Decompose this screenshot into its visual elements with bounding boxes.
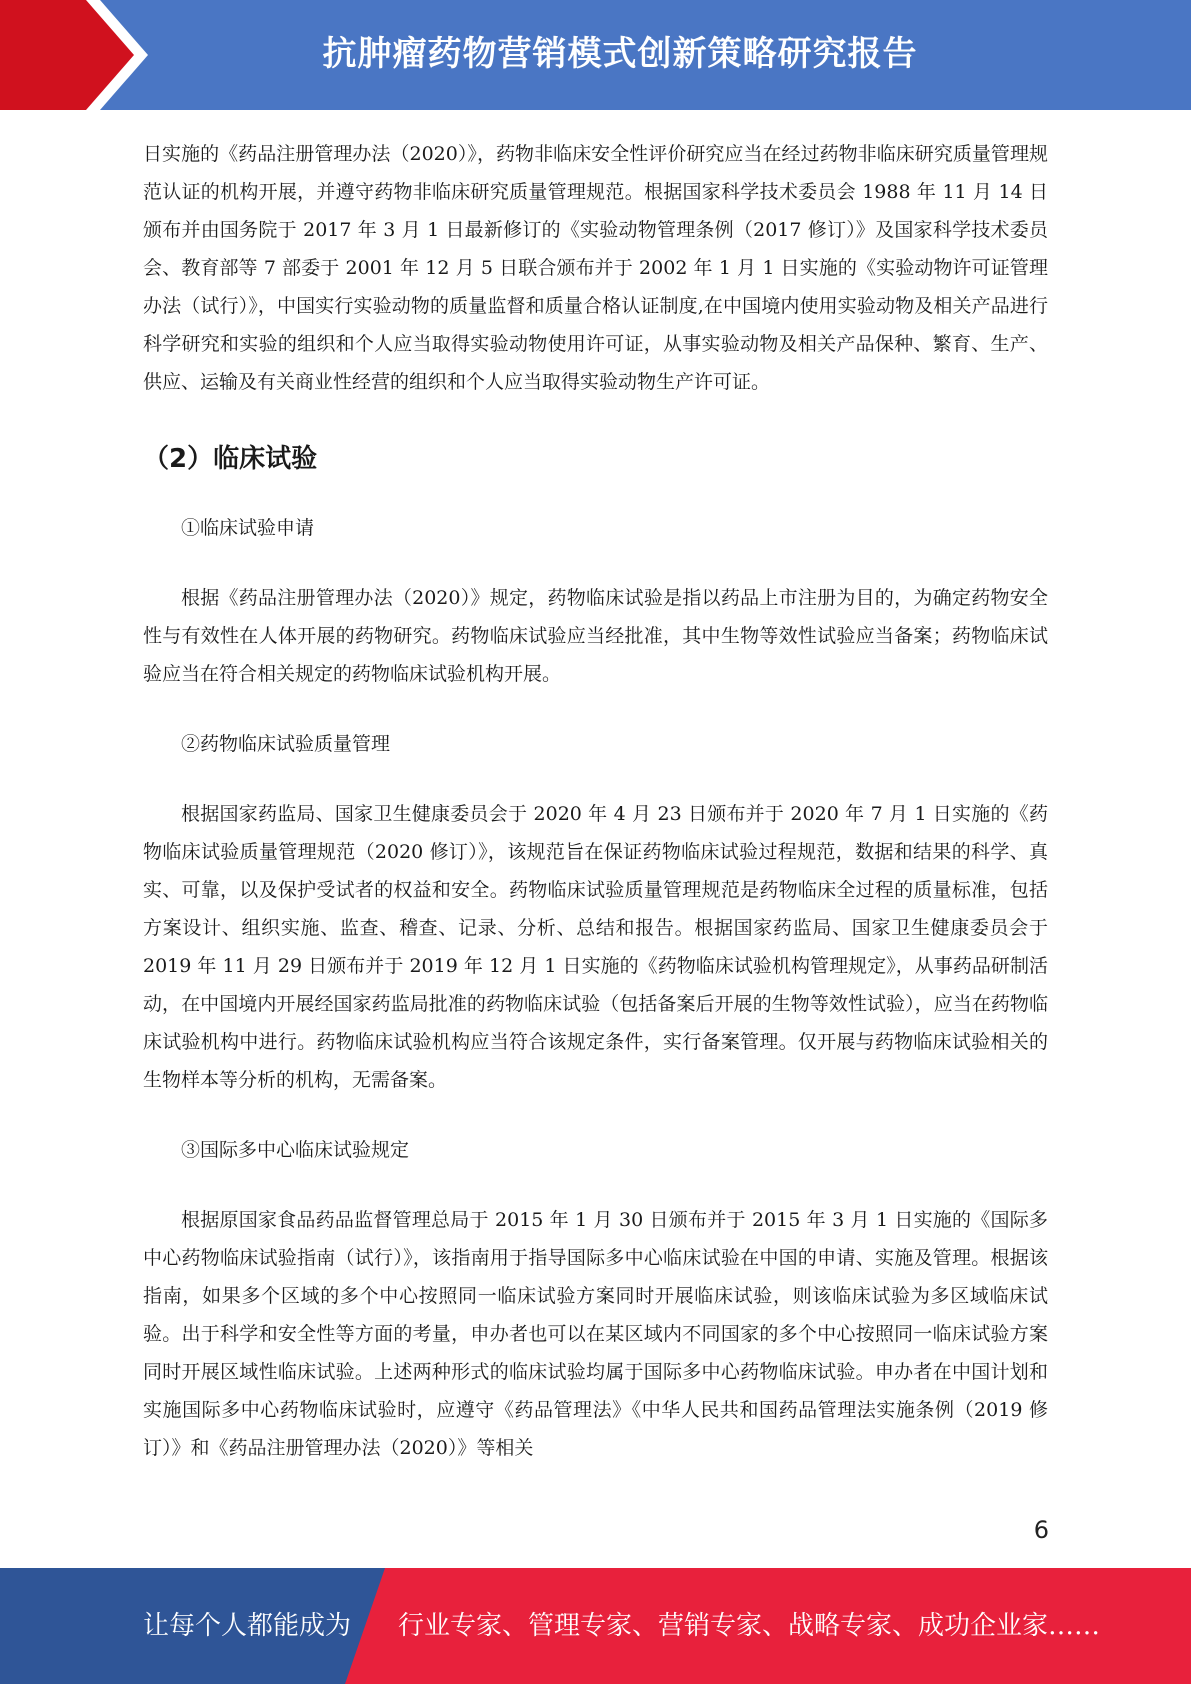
body-paragraph: 日实施的《药品注册管理办法（2020）》，药物非临床安全性评价研究应当在经过药物非临床研究质量管理规范认证的机构开展，并遵守药物非临床研究质量管理规范。根据国家科学技术委员会 1988 年 11 月 14 日颁布并由国务院于 2017 年 3 月 1 日最新修订的《实验动物管理条例（2017 修订）》及国家科学技术委员会、教育部等 7 部委于 2001 年 12 月 5 日联合颁布并于 2002 年 1 月 1 日实施的《实验动物许可证管理办法（试行）》，中国实行实验动物的质量监督和质量合格认证制度,在中国境内使用实验动物及相关产品进行科学研究和实验的组织和个人应当取得实验动物使用许可证，从事实验动物及相关产品保种、繁育、生产、供应、运输及有关商业性经营的组织和个人应当取得实验动物生产许可证。: [143, 143, 1048, 393]
section-heading: （2）临床试验: [143, 444, 318, 474]
page-content: [143, 135, 1048, 1467]
body-paragraph: 根据国家药监局、国家卫生健康委员会于 2020 年 4 月 23 日颁布并于 2020 年 7 月 1 日实施的《药物临床试验质量管理规范（2020 修订）》，该规范旨在保证药物临床试验过程规范，数据和结果的科学、真实、可靠，以及保护受试者的权益和安全。药物临床试验质量管理规范是药物临床全过程的质量标准，包括方案设计、组织实施、监查、稽查、记录、分析、总结和报告。根据国家药监局、国家卫生健康委员会于 2019 年 11 月 29 日颁布并于 2019 年 12 月 1 日实施的《药物临床试验机构管理规定》，从事药品研制活动，在中国境内开展经国家药监局批准的药物临床试验（包括备案后开展的生物等效性试验），应当在药物临床试验机构中进行。药物临床试验机构应当符合该规定条件，实行备案管理。仅开展与药物临床试验相关的生物样本等分析的机构，无需备案。: [143, 803, 1048, 1091]
footer-slogan-right: 行业专家、管理专家、营销专家、战略专家、成功企业家……: [398, 1611, 1101, 1641]
document-title: 抗肿瘤药物营销模式创新策略研究报告: [322, 34, 918, 74]
subsection-heading: ②药物临床试验质量管理: [181, 733, 391, 755]
body-paragraph: 根据原国家食品药品监督管理总局于 2015 年 1 月 30 日颁布并于 2015 年 3 月 1 日实施的《国际多中心药物临床试验指南（试行）》，该指南用于指导国际多中心临床试验在中国的申请、实施及管理。根据该指南，如果多个区域的多个中心按照同一临床试验方案同时开展临床试验，则该临床试验为多区域临床试验。出于科学和安全性等方面的考量，申办者也可以在某区域内不同国家的多个中心按照同一临床试验方案同时开展区域性临床试验。上述两种形式的临床试验均属于国际多中心药物临床试验。申办者在中国计划和实施国际多中心药物临床试验时，应遵守《药品管理法》《中华人民共和国药品管理法实施条例（2019 修订）》和《药品注册管理办法（2020）》等相关: [143, 1209, 1048, 1459]
header-banner: [0, 0, 1191, 110]
body-paragraph: 根据《药品注册管理办法（2020）》规定，药物临床试验是指以药品上市注册为目的，为确定药物安全性与有效性在人体开展的药物研究。药物临床试验应当经批准，其中生物等效性试验应当备案；药物临床试验应当在符合相关规定的药物临床试验机构开展。: [143, 587, 1048, 685]
header-chevron-graphic: [0, 0, 150, 110]
subsection-heading: ①临床试验申请: [181, 517, 315, 539]
subsection-heading: ③国际多中心临床试验规定: [181, 1139, 410, 1161]
footer-slogan-left: 让每个人都能成为: [143, 1611, 352, 1641]
footer-banner: [0, 1568, 1191, 1684]
page-number: 6: [1033, 1516, 1049, 1544]
